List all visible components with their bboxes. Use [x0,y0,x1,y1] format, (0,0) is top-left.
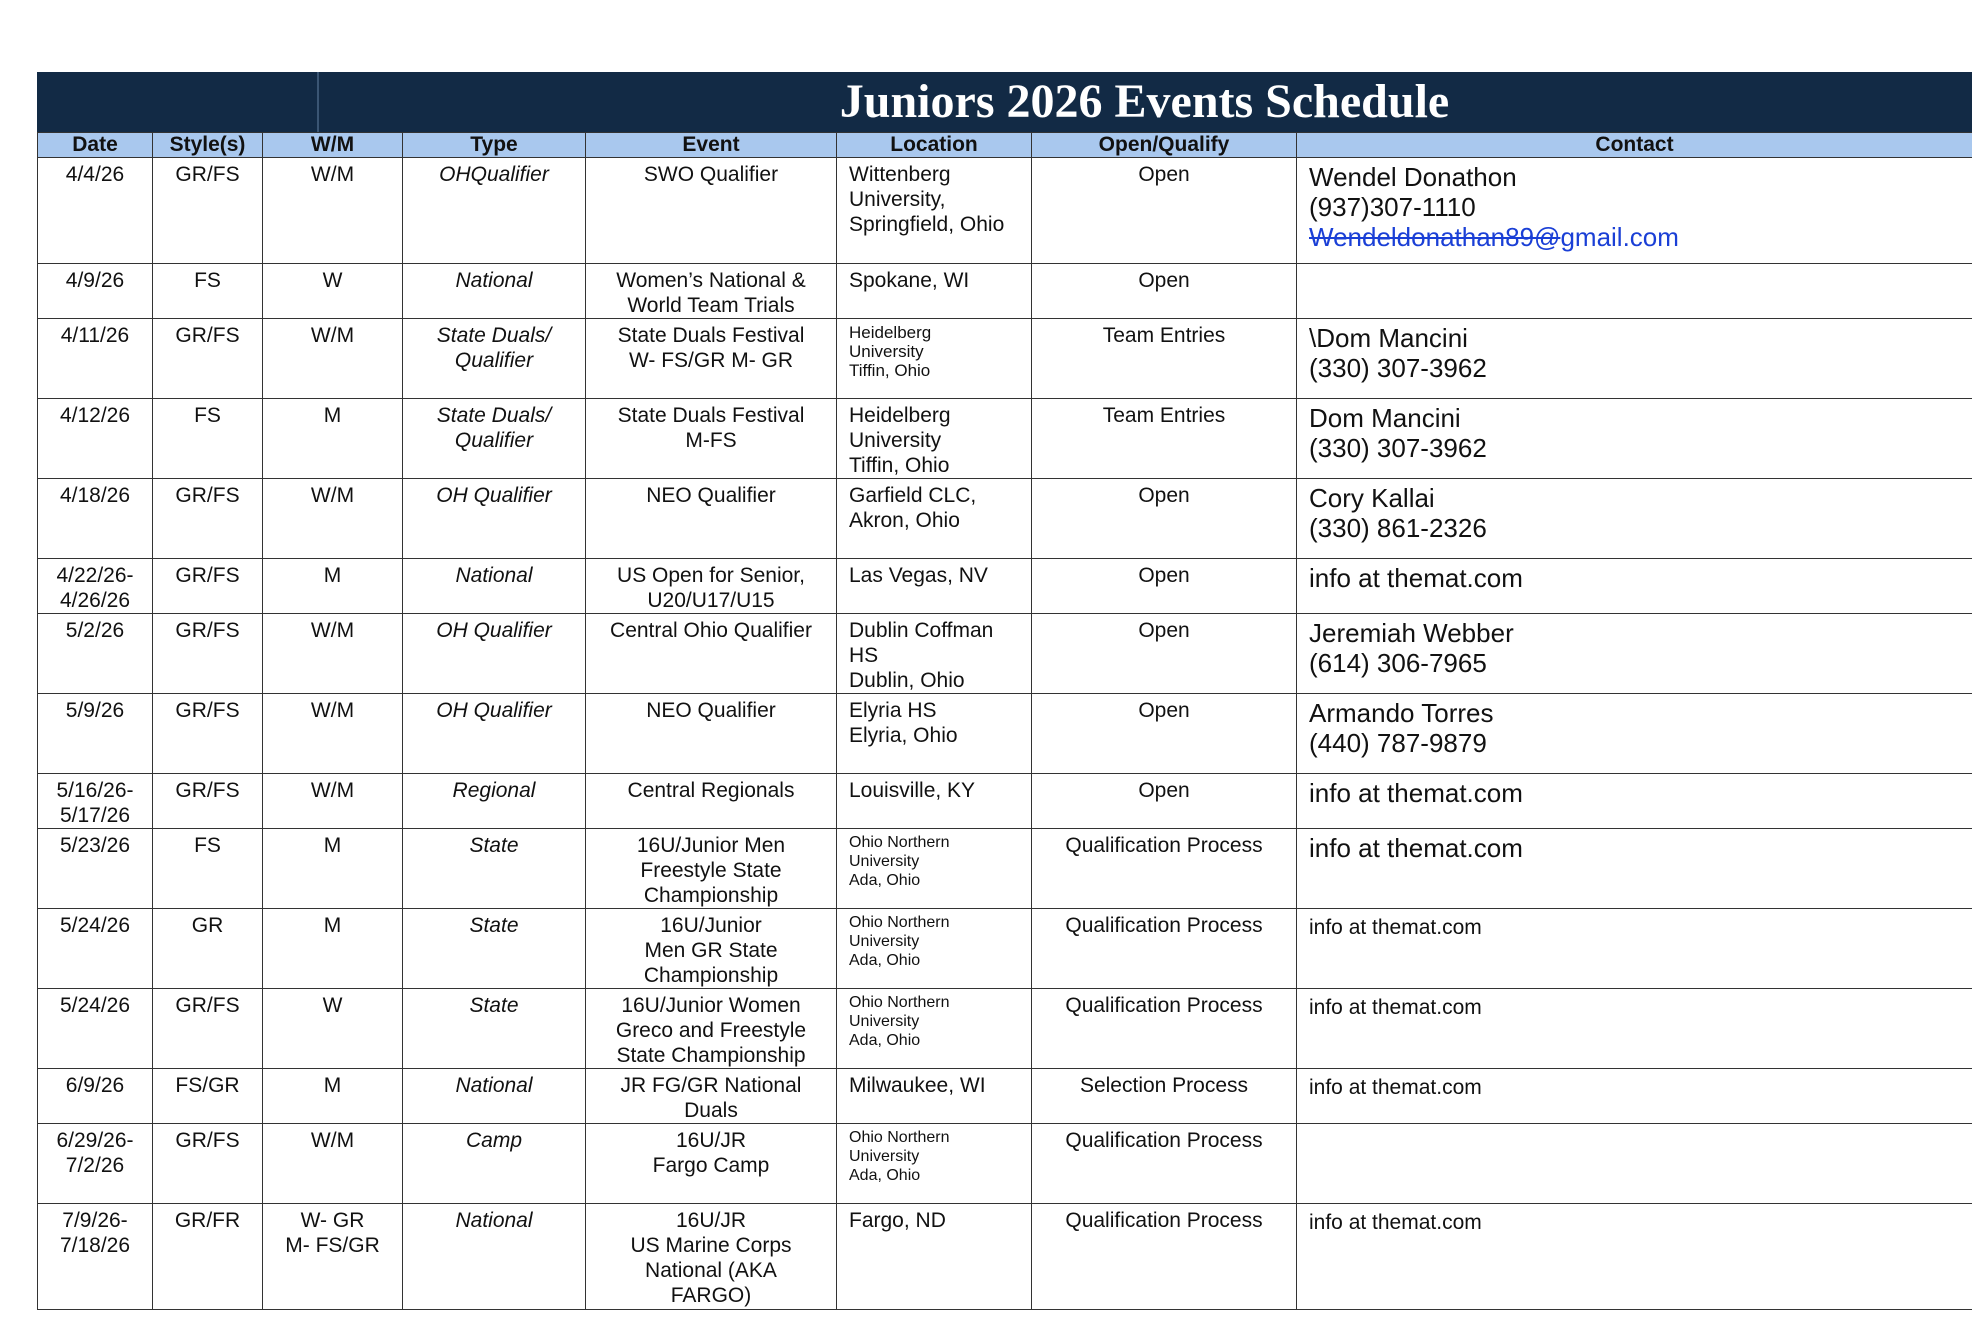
location-cell-line: Elyria HS [849,699,937,722]
event-cell [586,774,837,829]
page-title: Juniors 2026 Events Schedule [839,75,1450,128]
open-qualify-cell: Open [1032,614,1297,694]
contact-cell-line: (330) 307-3962 [1309,353,1487,383]
open-qualify-cell: Selection Process [1032,1069,1297,1124]
date-cell-line: 7/18/26 [59,1234,131,1257]
event-cell-line: Championship [643,884,779,907]
wm-cell [263,264,403,319]
wm-cell [263,1069,403,1124]
wm-cell [263,399,403,479]
date-cell-line: 5/23/26 [59,834,131,857]
open-qualify-cell: Qualification Process [1032,829,1297,909]
open-qualify-cell: Open [1032,479,1297,559]
open-qualify-cell: Open [1032,158,1297,264]
style-cell: GR/FS [153,559,263,614]
date-cell [38,399,153,479]
contact-cell-line: (937)307-1110 [1309,192,1476,222]
location-cell-line: Akron, Ohio [849,509,960,532]
event-cell-line: US Marine Corps [630,1234,792,1257]
wm-cell [263,479,403,559]
event-cell-line: Championship [643,964,779,987]
location-cell-line: University [849,342,924,361]
contact-cell-line: \Dom Mancini [1309,323,1468,353]
contact-cell [1297,559,1972,614]
open-qualify-cell: Open [1032,774,1297,829]
location-cell-line: Spokane, WI [849,269,970,292]
title-bar-blank-cell [37,72,319,132]
location-cell-line: University, [849,188,946,211]
contact-email-link[interactable]: Wendeldonathan89@gmail.com [1309,222,1679,252]
contact-cell-line: Cory Kallai [1309,483,1435,513]
type-cell [403,479,586,559]
event-cell-line: Women’s National & [616,269,806,292]
date-cell-line: 4/26/26 [59,589,131,612]
date-cell-line: 7/9/26- [62,1209,128,1232]
type-cell [403,319,586,399]
location-cell-line: Louisville, KY [849,779,976,802]
event-cell-line: State Duals Festival [617,404,805,427]
event-cell [586,694,837,774]
event-cell [586,399,837,479]
table-row [38,1124,1972,1204]
event-cell [586,319,837,399]
date-cell-line: 4/4/26 [65,163,125,186]
type-cell-line: State [469,914,519,937]
style-cell: GR/FS [153,989,263,1069]
event-cell [586,989,837,1069]
location-cell [837,559,1032,614]
table-row [38,479,1972,559]
event-cell-line: US Open for Senior, [617,564,805,587]
event-cell-line: JR FG/GR National [620,1074,802,1097]
wm-cell [263,158,403,264]
schedule-sheet [37,72,1972,1310]
event-cell-line: 16U/Junior Women [621,994,801,1017]
type-cell-line: State Duals/ [436,324,552,347]
contact-cell [1297,1069,1972,1124]
type-cell-line: National [455,1209,533,1232]
wm-cell [263,694,403,774]
event-cell-line: 16U/Junior [660,914,762,937]
style-cell: FS [153,829,263,909]
type-cell-line: OHQualifier [439,163,549,186]
wm-cell-line: W/M [310,324,355,347]
style-cell: FS [153,264,263,319]
location-cell [837,909,1032,989]
table-row [38,319,1972,399]
wm-cell [263,614,403,694]
location-cell-line: Ohio Northern [849,914,950,931]
date-cell [38,614,153,694]
wm-cell-line: W/M [310,163,355,186]
date-cell [38,264,153,319]
location-cell-line: HS [849,644,879,667]
location-cell-line: Dublin Coffman [849,619,994,642]
location-cell-line: Ada, Ohio [849,1032,921,1049]
table-row [38,829,1972,909]
contact-cell-line: info at themat.com [1309,778,1523,808]
location-cell-line: Fargo, ND [849,1209,946,1232]
location-cell [837,614,1032,694]
event-cell-line: Men GR State [644,939,778,962]
type-cell-line: Qualifier [454,349,534,372]
table-row [38,399,1972,479]
contact-cell [1297,909,1972,989]
event-cell-line: World Team Trials [627,294,795,317]
wm-cell [263,774,403,829]
contact-cell [1297,694,1972,774]
location-cell-line: Garfield CLC, [849,484,977,507]
date-cell [38,909,153,989]
wm-cell-line: W- GR [300,1209,365,1232]
header-contact: Contact [1297,133,1972,158]
date-cell-line: 6/29/26- [56,1129,134,1152]
contact-cell [1297,158,1972,264]
contact-cell-line: info at themat.com [1309,1211,1482,1234]
event-cell-line: NEO Qualifier [646,699,776,722]
open-qualify-cell: Qualification Process [1032,909,1297,989]
events-table [37,132,1972,1310]
table-row [38,559,1972,614]
table-row [38,158,1972,264]
header-event: Event [586,133,837,158]
event-cell [586,614,837,694]
contact-cell-line: Jeremiah Webber [1309,618,1514,648]
event-cell-line: State Duals Festival [617,324,805,347]
title-bar [37,72,1972,132]
location-cell-line: Ohio Northern [849,1129,950,1146]
location-cell-line: Wittenberg [849,163,951,186]
table-row [38,1069,1972,1124]
event-cell-line: State Championship [616,1044,806,1067]
type-cell-line: State [469,834,519,857]
location-cell-line: Ohio Northern [849,994,950,1011]
event-cell-line: Central Regionals [627,779,795,802]
location-cell-line: Ada, Ohio [849,1167,921,1184]
open-qualify-cell: Qualification Process [1032,989,1297,1069]
type-cell [403,909,586,989]
type-cell-line: OH Qualifier [436,619,552,642]
type-cell-line: Qualifier [454,429,534,452]
contact-cell-line: (330) 861-2326 [1309,513,1487,543]
location-cell-line: Springfield, Ohio [849,213,1005,236]
type-cell [403,614,586,694]
type-cell [403,158,586,264]
wm-cell [263,1204,403,1310]
style-cell: GR/FS [153,694,263,774]
contact-cell [1297,319,1972,399]
location-cell [837,774,1032,829]
wm-cell-line: W/M [310,1129,355,1152]
contact-cell-line: (440) 787-9879 [1309,728,1487,758]
contact-cell [1297,774,1972,829]
contact-cell-line: info at themat.com [1309,833,1523,863]
type-cell [403,989,586,1069]
date-cell-line: 5/16/26- [56,779,134,802]
wm-cell [263,829,403,909]
location-cell-line: University [849,1148,920,1165]
contact-cell [1297,989,1972,1069]
location-cell-line: Dublin, Ohio [849,669,965,692]
contact-cell-line: info at themat.com [1309,916,1482,939]
wm-cell-line: W [322,994,343,1017]
contact-cell-line: info at themat.com [1309,563,1523,593]
date-cell [38,1204,153,1310]
date-cell-line: 4/12/26 [59,404,131,427]
date-cell-line: 5/9/26 [65,699,125,722]
type-cell-line: National [455,269,533,292]
event-cell-line: Freestyle State [640,859,782,882]
contact-cell [1297,614,1972,694]
location-cell-line: University [849,853,920,870]
date-cell [38,829,153,909]
type-cell [403,399,586,479]
type-cell-line: National [455,1074,533,1097]
contact-cell-line: (614) 306-7965 [1309,648,1487,678]
wm-cell-line: M [323,1074,342,1097]
header-styles: Style(s) [153,133,263,158]
wm-cell-line: W/M [310,619,355,642]
open-qualify-cell: Open [1032,559,1297,614]
date-cell-line: 5/24/26 [59,994,131,1017]
location-cell [837,264,1032,319]
type-cell-line: Regional [452,779,536,802]
location-cell-line: Ohio Northern [849,834,950,851]
style-cell: FS [153,399,263,479]
event-cell [586,1069,837,1124]
open-qualify-cell: Open [1032,264,1297,319]
date-cell [38,1124,153,1204]
open-qualify-cell: Qualification Process [1032,1204,1297,1310]
event-cell-line: NEO Qualifier [646,484,776,507]
date-cell-line: 6/9/26 [65,1074,125,1097]
date-cell [38,158,153,264]
header-type: Type [403,133,586,158]
event-cell [586,479,837,559]
wm-cell-line: M [323,914,342,937]
date-cell-line: 4/18/26 [59,484,131,507]
event-cell-line: Fargo Camp [652,1154,770,1177]
date-cell-line: 4/11/26 [60,324,130,347]
type-cell-line: Camp [465,1129,523,1152]
wm-cell-line: W/M [310,779,355,802]
open-qualify-cell: Qualification Process [1032,1124,1297,1204]
type-cell [403,694,586,774]
open-qualify-cell: Open [1032,694,1297,774]
type-cell [403,1069,586,1124]
header-open-qualify: Open/Qualify [1032,133,1297,158]
location-cell-line: Ada, Ohio [849,872,921,889]
wm-cell [263,989,403,1069]
date-cell [38,479,153,559]
date-cell-line: 5/17/26 [59,804,131,827]
contact-cell [1297,479,1972,559]
location-cell [837,158,1032,264]
date-cell [38,694,153,774]
date-cell [38,319,153,399]
event-cell-line: FARGO) [670,1284,752,1307]
event-cell [586,1124,837,1204]
type-cell [403,1124,586,1204]
style-cell: GR/FS [153,319,263,399]
location-cell-line: Ada, Ohio [849,952,921,969]
style-cell: GR/FS [153,158,263,264]
wm-cell-line: W/M [310,699,355,722]
table-row [38,264,1972,319]
type-cell [403,829,586,909]
location-cell-line: Tiffin, Ohio [849,454,950,477]
date-cell-line: 7/2/26 [65,1154,125,1177]
table-body [38,158,1972,1310]
contact-cell-line: (330) 307-3962 [1309,433,1487,463]
location-cell [837,829,1032,909]
location-cell-line: Elyria, Ohio [849,724,958,747]
header-row [38,133,1972,158]
contact-cell [1297,264,1972,319]
wm-cell [263,1124,403,1204]
style-cell: GR/FS [153,1124,263,1204]
event-cell-line: Greco and Freestyle [615,1019,807,1042]
type-cell-line: OH Qualifier [436,699,552,722]
header-location: Location [837,133,1032,158]
location-cell-line: Tiffin, Ohio [849,361,931,380]
event-cell-line: Central Ohio Qualifier [610,619,812,642]
wm-cell [263,559,403,614]
wm-cell [263,909,403,989]
contact-cell [1297,1124,1972,1204]
type-cell-line: State Duals/ [436,404,552,427]
contact-cell [1297,1204,1972,1310]
contact-cell-line: info at themat.com [1309,1076,1482,1099]
event-cell [586,264,837,319]
event-cell-line: M-FS [685,429,737,452]
contact-cell-line: Dom Mancini [1309,403,1461,433]
open-qualify-cell: Team Entries [1032,319,1297,399]
table-row [38,694,1972,774]
date-cell [38,774,153,829]
event-cell-line: 16U/Junior Men [636,834,786,857]
location-cell [837,1124,1032,1204]
wm-cell-line: M [323,564,342,587]
event-cell [586,158,837,264]
contact-cell [1297,829,1972,909]
header-wm: W/M [263,133,403,158]
table-row [38,909,1972,989]
style-cell: GR/FS [153,774,263,829]
location-cell [837,694,1032,774]
location-cell [837,1204,1032,1310]
date-cell-line: 4/9/26 [65,269,125,292]
style-cell: GR/FS [153,614,263,694]
header-date: Date [38,133,153,158]
location-cell [837,319,1032,399]
contact-cell [1297,399,1972,479]
date-cell-line: 5/2/26 [65,619,125,642]
location-cell-line: Heidelberg [849,323,932,342]
location-cell [837,399,1032,479]
date-cell [38,559,153,614]
contact-cell-line: Wendel Donathon [1309,162,1517,192]
location-cell-line: Las Vegas, NV [849,564,988,587]
location-cell-line: Heidelberg [849,404,951,427]
date-cell-line: 5/24/26 [59,914,131,937]
table-row [38,1204,1972,1310]
wm-cell-line: M [323,404,342,427]
table-row [38,774,1972,829]
style-cell: GR/FR [153,1204,263,1310]
contact-cell-line: Armando Torres [1309,698,1494,728]
event-cell-line: 16U/JR [675,1129,747,1152]
event-cell-line: 16U/JR [675,1209,747,1232]
type-cell [403,774,586,829]
wm-cell-line: W [322,269,343,292]
type-cell [403,264,586,319]
location-cell [837,989,1032,1069]
location-cell-line: Milwaukee, WI [849,1074,986,1097]
location-cell [837,479,1032,559]
table-row [38,989,1972,1069]
event-cell-line: SWO Qualifier [643,163,779,186]
open-qualify-cell: Team Entries [1032,399,1297,479]
event-cell [586,559,837,614]
date-cell [38,1069,153,1124]
table-row [38,614,1972,694]
event-cell [586,1204,837,1310]
event-cell-line: Duals [684,1099,738,1122]
date-cell [38,989,153,1069]
location-cell [837,1069,1032,1124]
location-cell-line: University [849,933,920,950]
style-cell: FS/GR [153,1069,263,1124]
type-cell [403,559,586,614]
type-cell-line: State [469,994,519,1017]
wm-cell-line: M- FS/GR [285,1234,380,1257]
event-cell [586,909,837,989]
contact-cell-line: info at themat.com [1309,996,1482,1019]
event-cell-line: U20/U17/U15 [647,589,775,612]
wm-cell-line: M [323,834,342,857]
event-cell-line: W- FS/GR M- GR [628,349,794,372]
type-cell-line: OH Qualifier [436,484,552,507]
event-cell [586,829,837,909]
location-cell-line: University [849,1013,920,1030]
date-cell-line: 4/22/26- [56,564,134,587]
location-cell-line: University [849,429,942,452]
wm-cell-line: W/M [310,484,355,507]
event-cell-line: National (AKA [645,1259,777,1282]
style-cell: GR [153,909,263,989]
style-cell: GR/FS [153,479,263,559]
type-cell-line: National [455,564,533,587]
type-cell [403,1204,586,1310]
wm-cell [263,319,403,399]
